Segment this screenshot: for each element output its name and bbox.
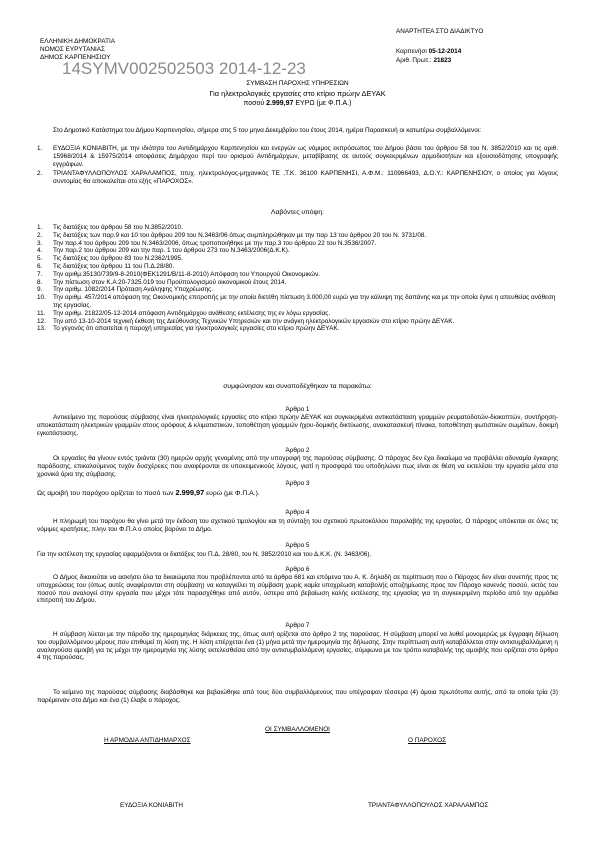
protocol-line: [396, 57, 451, 65]
signatures-title: ΟΙ ΣΥΜΒΑΛΛΟΜΕΝΟΙ: [265, 726, 330, 733]
left-signatory-role: Η ΑΡΜΟΔΙΑ ΑΝΤΙΔΗΜΑΡΧΟΣ: [104, 737, 191, 744]
right-signatory-role: Ο ΠΑΡΟΧΟΣ: [408, 737, 447, 744]
date-line: [396, 48, 461, 56]
issuer-line: ΝΟΜΟΣ ΕΥΡΥΤΑΝΙΑΣ: [40, 46, 105, 53]
article-title: Άρθρο 2: [285, 447, 310, 454]
issuer-line: ΔΗΜΟΣ ΚΑΡΠΕΝΗΣΙΟΥ: [40, 54, 111, 61]
agreed-title: συμφώνησαν και συναποδέχθηκαν τα παρακάτω:: [223, 383, 372, 390]
considerations-list: [37, 224, 558, 333]
article-body: [37, 489, 558, 498]
fee-suffix: ευρώ (με Φ.Π.Α.).: [206, 490, 260, 497]
considering-title: Λαβόντες υπόψη:: [270, 209, 325, 216]
article-title: Άρθρο 7: [285, 622, 310, 629]
fee-amount: 2.999,97: [175, 488, 205, 497]
consideration-item: 9. Την αριθμ. 1082/2014 Πρόταση Ανάληψης Υποχρέωσης.: [37, 286, 214, 294]
article-title: Άρθρο 3: [285, 480, 310, 487]
consideration-item: 3. Την παρ.4 του άρθρου 209 του Ν.3463/2006, όπως τροποποιήθηκε με την παρ.3 του άρθρου 22 του Ν.3536/2007.: [37, 239, 377, 247]
consideration-item: 10. Την αριθμ. 457/2014 απόφαση της Οικονομικής επιτροπής με την οποία διετέθη πίστωση 3.000,00 ευρώ για την κάλυψη της δαπάνης και με την οποία έγινε η απευθείας ανάθεση της εργασίας.: [37, 294, 556, 309]
consideration-item: 1. Τις διατάξεις του άρθρου 58 του Ν.3852/2010.: [37, 224, 183, 231]
consideration-item: 4. Την παρ.2 του άρθρου 209 και την παρ. 1 του άρθρου 273 του Ν.3463/2006(Δ.Κ.Κ).: [37, 247, 290, 255]
consideration-item: 8. Την πίστωση στον Κ.Α 20-7325.019 του Προϋπολογισμού οικονομικού έτους 2014.: [37, 278, 287, 286]
article-title: Άρθρο 1: [285, 406, 310, 413]
article-title: Άρθρο 4: [285, 509, 310, 516]
article-body: Για την εκτέλεση της εργασίας εφαρμόζονται οι διατάξεις του Π.Δ. 28/80, του Ν. 3852/2010 και του Δ.Κ.Κ. (Ν. 3463/06).: [37, 551, 372, 558]
party-item: [37, 145, 558, 168]
protocol-value: 21823: [433, 57, 452, 64]
article-title: Άρθρο 6: [285, 566, 310, 573]
closing-paragraph: Το κείμενο της παρούσας σύμβασης διαβάσθηκε και βεβαιώθηκε από τους δύο συμβαλλόμενους που υπέγραψαν τέσσερα (4) όμοια πρωτότυπα αυτής, από τα οποία τρία (3) παρέμειναν στο Δήμο και ένα (1) έλαβε ο πάροχος.: [37, 689, 558, 704]
consideration-item: 2. Τις διατάξεις των παρ.9 και 10 του άρθρου 209 του Ν.3463/06 όπως συμπληρώθηκαν με την παρ 13 του άρθρου 20 του Ν. 3731/08.: [37, 231, 427, 239]
left-signatory-name: ΕΥΔΟΞΙΑ ΚΟΝΙΑΒΙΤΗ: [120, 802, 184, 809]
party-text: ΕΥΔΟΞΙΑ ΚΟΝΙΑΒΙΤΗ, με την ιδιότητα του Αντιδημάρχου Καρπενησίου και ενεργών ως νόμιμος εκπρόσωπος του Δήμου βάσει του άρθρου 58 του Ν. 3852/2010 και τις αριθ. 15968/2014 & 15975/2014 αποφάσεις Δημάρχου περί του ορισμού Αντιδημάρχων, μεταβίβασης σε αυτούς συγκεκριμένων αρμοδιοτήτων και εξουσιοδότησης υπογραφής εγγράφων.: [53, 145, 558, 168]
consideration-item: 5. Τις διατάξεις του άρθρου 83 του Ν.2362/1995.: [37, 255, 183, 263]
article-body: Οι εργασίες θα γίνουν εντός τριάντα (30) ημερών αρχής γενομένης από την υπογραφή της παρούσας σύμβασης. Ο πάροχος δεν έχει δικαίωμα να προβάλλει αδυναμία έγκαιρης παράδοσης, επικαλούμενος τυχόν δυσχέρειες που αναφέρονται σε υποκειμενικούς λόγους, γιατί η προσφορά του υποδηλώνει πως είναι σε θέση να εκτελέσει την εργασία μέσα στα χρονικά όρια της σύμβασης.: [37, 455, 558, 478]
party-number: 1.: [37, 145, 43, 152]
date-label: Καρπενήσι: [396, 48, 427, 55]
right-signatory-name: ΤΡΙΑΝΤΑΦΥΛΛΟΠΟΥΛΟΣ ΧΑΡΑΛΑΜΠΟΣ: [368, 802, 489, 809]
article-body: Αντικείμενο της παρούσας σύμβασης είναι ηλεκτρολογικές εργασίες στο κτίριο πρώην ΔΕΥΑΚ και συγκεκριμένα αντικατάσταση γραμμών ρευματοδοτών-διακοπτών, συντήρηση-αποκατάσταση ηλεκτρικών γραμμών στους ορόφους & κλιματιστικών, τοποθέτηση γραμμών ήχου-δομικής δικτύωσης, ανακατασκευή πίνακα, τοποθέτηση φωτιστικών σωμάτων, δοκιμή εγκατάστασης.: [37, 414, 558, 437]
consideration-item: 6. Τις διατάξεις του άρθρου 11 του Π.Δ.28/80.: [37, 262, 175, 270]
date-value: 05-12-2014: [428, 48, 462, 55]
consideration-item: 12. Την από 13-10-2014 τεχνική έκθεση της Διεύθυνσης Τεχνικών Υπηρεσιών και την ανάγκη ηλεκτρολογικών εργασιών στο κτίριο πρώην ΔΕΥΑΚ.: [37, 317, 455, 325]
party-number: 2.: [37, 170, 43, 178]
title-line2: Για ηλεκτρολογικές εργασίες στο κτίριο πρώην ΔΕΥΑΚ: [209, 89, 386, 98]
parties-list: [37, 145, 558, 186]
publish-note: ΑΝΑΡΤΗΤΕΑ ΣΤΟ ΔΙΑΔΙΚΤΥΟ: [396, 28, 484, 35]
intro-paragraph: Στο Δημοτικό Κατάστημα του Δήμου Καρπενησίου, σήμερα στις 5 του μηνα Δεκεμβρίου του έτους 2014, ημέρα Παρασκευή οι κατωτέρω συμβαλλόμενοι:: [53, 127, 481, 134]
title-line1: ΣΥΜΒΑΣΗ ΠΑΡΟΧΗΣ ΥΠΗΡΕΣΙΩΝ: [246, 80, 349, 87]
article-body: Ο Δήμος δικαιούται να ασκήσει όλα τα δικαιώματα που προβλέπονται από τα άρθρα 681 και επόμενα του Α. Κ. δηλαδή σε περίπτωση που ο Πάροχος δεν είναι συνεπής προς τις υποχρεώσεις του (όπως αυτές αναφέρονται στη σύμβαση) να καταγγείλει τη σύμβαση χωρίς καμία υποχρέωση καταβολής αποζημίωσης προς τον Πάροχο κανενός ποσού, εκτός του ποσού που αναλογεί στην εργασία που μέχρι τότε παρασχέθηκε από αυτόν, ύστερα από βεβαίωση καλής εκτέλεσης της εργασίας για τη συγκεκριμένη περίοδο από την αρμόδια επιτροπή του Δήμου.: [37, 574, 558, 605]
party-item: [37, 170, 558, 186]
amount-value: 2.999,97: [266, 100, 294, 107]
article-title: Άρθρο 5: [285, 542, 310, 549]
consideration-item: 13. Το γεγονός ότι απαιτείται η παροχή υπηρεσίας για ηλεκτρολογικές εργασίες στο κτίριο πρώην ΔΕΥΑΚ.: [37, 325, 340, 333]
protocol-label: Αριθ. Πρωτ.:: [396, 57, 432, 64]
amount-suffix: ΕΥΡΩ (με Φ.Π.Α.): [295, 100, 352, 107]
article-body: Η σύμβαση λύεται με την πάροδο της ημερομηνίας διάρκειας της, όπως αυτή ορίζεται στο άρθρο 2 της παρούσας. Η σύμβαση μπορεί να λυθεί μονομερώς με έγγραφη δήλωση του συμβαλλόμενου μέρους που επιθυμεί τη λύση της. Η λύση επέρχεται ένα (1) μήνα μετά την ημερομηνία της δήλωσης. Στην περίπτωση αυτή καταβάλλεται στην αντισυμβαλλόμενη η αναλογούσα αμοιβή για τις μέχρι την ημερομηνία της λύσης εκτελεσθείσα από την αντισυμβαλλόμενη εργασίες, σύμφωνα με τον τρόπο καταβολής της αμοιβής που ορίζεται στο άρθρο 4 της παρούσας.: [37, 631, 558, 662]
party-text: ΤΡΙΑΝΤΑΦΥΛΛΟΠΟΥΛΟΣ ΧΑΡΑΛΑΜΠΟΣ, πτυχ. ηλεκτρολόγος-μηχανικός ΤΕ ,Τ.Κ. 36100 ΚΑΡΠΕΝΗΣΙ, Α.Φ.Μ.: 110966493, Δ.Ο.Υ.: ΚΑΡΠΕΝΗΣΙΟΥ, ο οποίος για λόγους συντομίας θα αποκαλείται στο εξής «ΠΑΡΟΧΟΣ».: [53, 170, 558, 186]
amount-prefix: ποσού: [243, 100, 265, 107]
title-amount: [0, 100, 595, 108]
article-body: Η πληρωμή του παρόχου θα γίνει μετά την έκδοση του σχετικού τιμολογίου και τη σύνταξη του σχετικού πρωτοκόλλου παραλαβής της εργασίας. Ο πάροχος υπόκειται σε όλες τις νόμιμες κρατήσεις, πλην του Φ.Π.Α ο οποίος βαρύνει το Δήμο.: [37, 518, 558, 533]
fee-prefix: Ως αμοιβή του παρόχου ορίζεται το ποσό των: [37, 490, 174, 497]
issuer-line: ΕΛΛΗΝΙΚΗ ΔΗΜΟΚΡΑΤΙΑ: [40, 38, 116, 45]
consideration-item: 7. Την αριθμ.35130/739/9-8-2010(ΦΕΚ1291/Β/11-8-2010) Απόφαση του Υπουργού Οικονομικών.: [37, 270, 321, 278]
document-id-watermark: 14SYMV002502503 2014-12-23: [62, 59, 306, 78]
consideration-item: 11. Την αριθμ. 21822/05-12-2014 απόφαση Αντιδημάρχου ανάθεσης εκτέλεσης της εν λόγω εργασίας.: [37, 309, 331, 317]
